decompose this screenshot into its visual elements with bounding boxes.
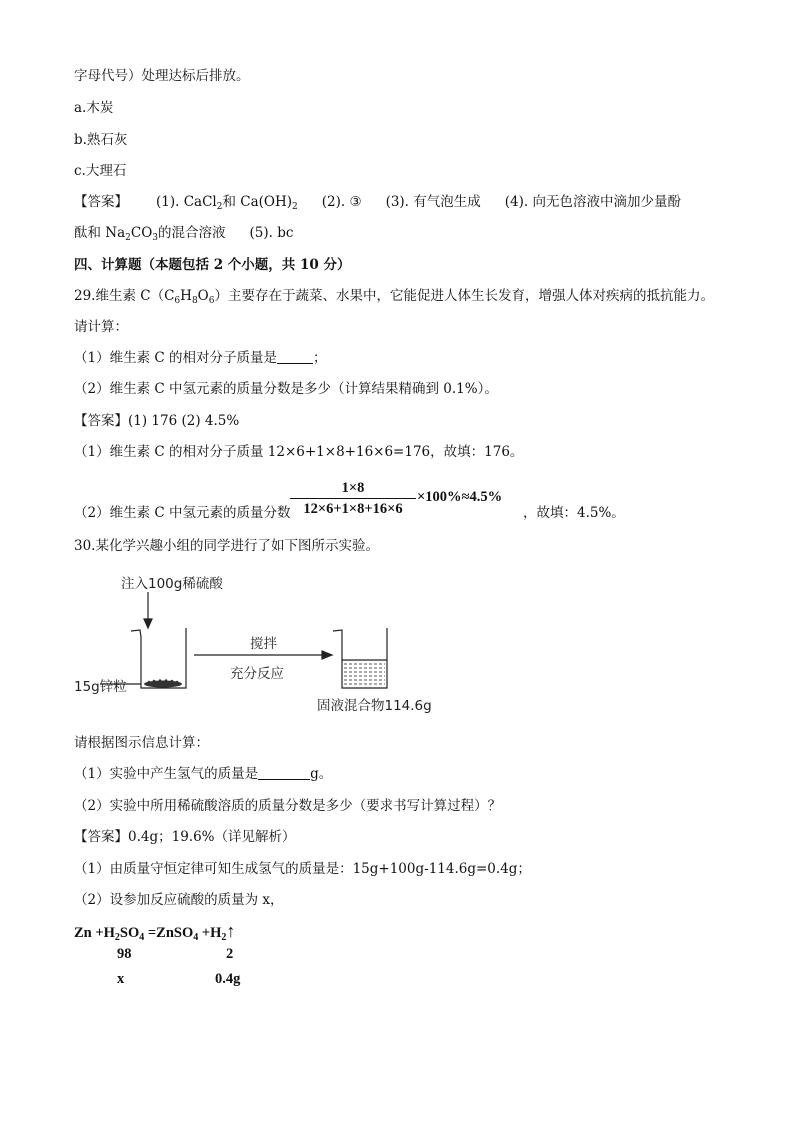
answer-label: 【答案】 [74, 194, 128, 210]
reaction-arrow-head [322, 651, 332, 659]
question-29: 29.维生素 $C(C_6H_8O_6)$主要存在于蔬菜、水果中，它能促进人体生长发育，增强人体对疾病的抵抗能力。 [74, 288, 714, 306]
option-b: b.熟石灰 [74, 132, 128, 148]
answer-30: 【答案】0.4g；19.6%（详见解析） [74, 829, 296, 845]
answer-part-5: (5). bc [249, 225, 294, 241]
inject-label: 注入100g稀硫酸 [121, 576, 223, 592]
eq-ratio-left-1: 98 [117, 946, 132, 962]
question-29-2: （2）维生素 C 中氢元素的质量分数是多少（计算结果精确到 0.1%）。 [74, 381, 498, 397]
zinc-granules [144, 679, 182, 687]
inject-arrow-head [144, 619, 152, 628]
solution-30-2: （2）设参加反应硫酸的质量为 x， [74, 892, 284, 908]
answer-part-3: (3). 有气泡生成 [385, 194, 481, 210]
section-heading: 四、计算题（本题包括 2 个小题，共 10 分） [74, 257, 351, 273]
option-a: a.木炭 [74, 100, 114, 116]
fraction-numerator: 1×8 [341, 480, 365, 496]
react-label: 充分反应 [230, 666, 284, 682]
liquid-pattern [344, 664, 385, 684]
solution-29-2-suffix: ，故填：4.5%。 [523, 505, 625, 521]
mixture-label: 固液混合物114.6g [317, 698, 432, 714]
solution-30-1: （1）由质量守恒定律可知生成氢气的质量是：15g+100g-114.6g=0.4g； [74, 861, 531, 877]
gas-arrow-icon: ↑ [226, 921, 236, 941]
eq-ratio-right-1: 2 [226, 946, 234, 962]
chemical-equation: $Zn +H_2SO_4$ =ZnSO$_4$ $+H_2↑$ [74, 921, 236, 943]
answer-part-1: (1). CaCl$_2$和 $Ca(OH)_2$ [156, 194, 298, 212]
fraction-denominator: 12×6+1×8+16×6 [303, 501, 403, 517]
question-30-1: （1）实验中产生氢气的质量是 g。 [74, 766, 333, 782]
answer-29: 【答案】(1) 176 (2) 4.5% [74, 413, 240, 429]
beaker-right [333, 628, 387, 688]
option-c: c.大理石 [74, 163, 127, 179]
question-29-1: （1）维生素 C 的相对分子质量是 ； [74, 350, 327, 366]
fraction-tail: ×100%≈4.5% [417, 489, 503, 505]
prompt-calc: 请计算： [74, 319, 128, 335]
stir-label: 搅拌 [250, 636, 277, 652]
zinc-label: 15g锌粒 [74, 679, 127, 695]
question-30: 30.某化学兴趣小组的同学进行了如下图所示实验。 [74, 538, 379, 554]
question-30-2: （2）实验中所用稀硫酸溶质的质量分数是多少（要求书写计算过程）？ [74, 798, 502, 814]
answer-line-28-cont: 酞和 $Na_2CO_3$的混合溶液 (5). bc [74, 225, 294, 243]
answer-blank [258, 765, 310, 780]
eq-ratio-right-2: 0.4g [215, 971, 241, 987]
text-line: 字母代号）处理达标后排放。 [74, 68, 250, 84]
answer-part-4: (4). 向无色溶液中滴加少量酚 [504, 194, 681, 210]
solution-29-1: （1）维生素 C 的相对分子质量 12×6+1×8+16×6=176，故填：176。 [74, 444, 524, 460]
beaker-left [131, 628, 186, 688]
eq-ratio-left-2: x [117, 971, 125, 987]
prompt-calc-2: 请根据图示信息计算： [74, 735, 209, 751]
answer-part-2: (2). ③ [321, 194, 362, 210]
solution-29-2-prefix: （2）维生素 C 中氢元素的质量分数 [74, 505, 291, 521]
